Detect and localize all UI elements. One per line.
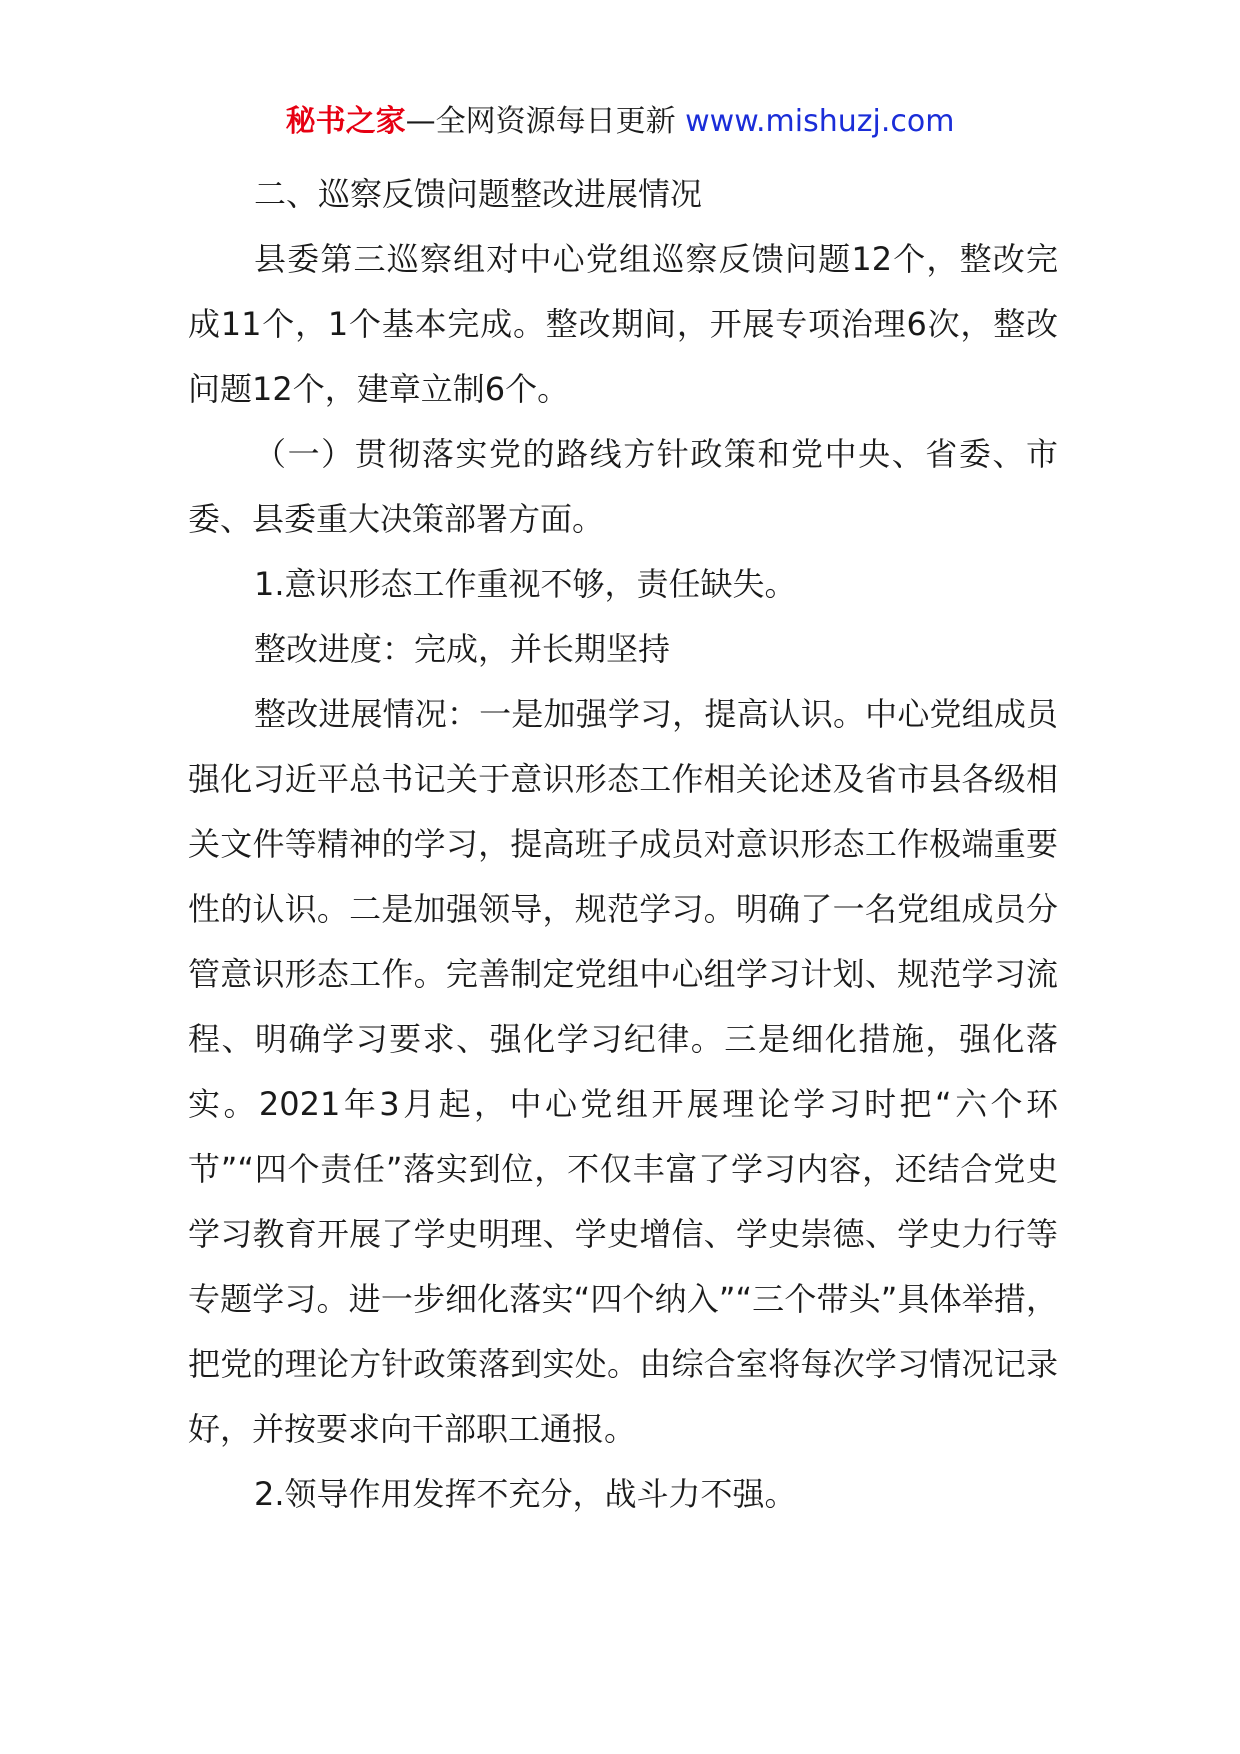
issue-item-1: 1.意识形态工作重视不够，责任缺失。 <box>254 565 797 603</box>
site-header <box>0 100 1240 144</box>
brand-name: 秘书之家 <box>285 104 406 139</box>
progress-details-paragraph: 整改进展情况：一是加强学习，提高认识。中心党组成员强化习近平总书记关于意识形态工作相关论述及省市县各级相关文件等精神的学习，提高班子成员对意识形态工作极端重要性的认识。二是加强领导，规范学习。明确了一名党组成员分管意识形态工作。完善制定党组中心组学习计划、规范学习流程、明确学习要求、强化学习纪律。三是细化措施，强化落实。2021年3月起，中心党组开展理论学习时把“六个环节”“四个责任”落实到位，不仅丰富了学习内容，还结合党史学习教育开展了学史明理、学史增信、学史崇德、学史力行等专题学习。进一步细化落实“四个纳入”“三个带头”具体举措，把党的理论方针政策落到实处。由综合室将每次学习情况记录好，并按要求向干部职工通报。 <box>188 695 1058 1448</box>
progress-status: 整改进度：完成，并长期坚持 <box>254 630 671 668</box>
site-url-link[interactable]: www.mishuzj.com <box>685 104 955 139</box>
summary-paragraph: 县委第三巡察组对中心党组巡察反馈问题12个，整改完成11个，1个基本完成。整改期间，开展专项治理6次，整改问题12个，建章立制6个。 <box>188 240 1058 408</box>
document-body <box>188 162 1058 1527</box>
section-heading: 二、巡察反馈问题整改进展情况 <box>254 175 703 213</box>
subsection-heading: （一）贯彻落实党的路线方针政策和党中央、省委、市委、县委重大决策部署方面。 <box>188 435 1058 538</box>
header-tagline: —全网资源每日更新 <box>405 104 686 139</box>
issue-item-2: 2.领导作用发挥不充分，战斗力不强。 <box>254 1475 797 1513</box>
